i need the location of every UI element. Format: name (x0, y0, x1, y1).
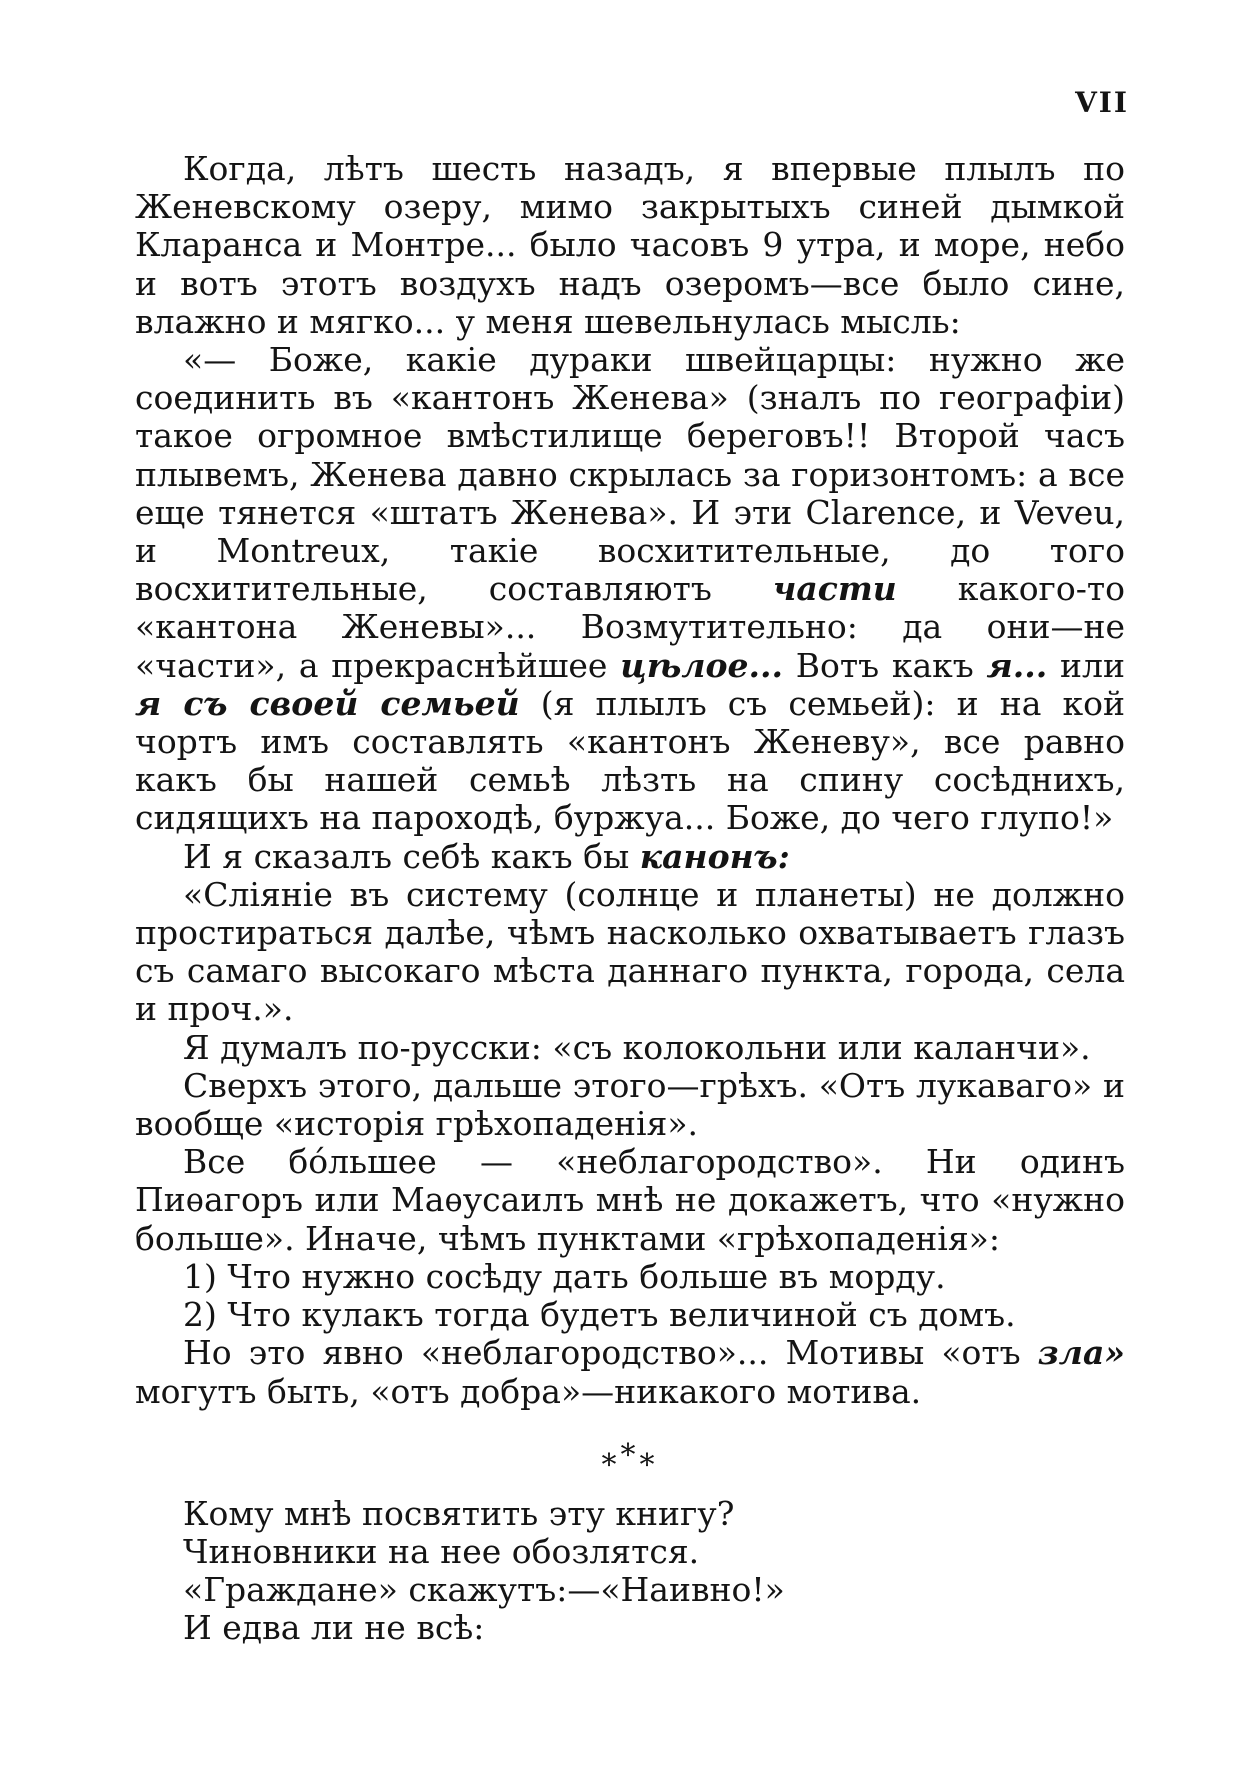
paragraph-canon: И я сказалъ себѣ какъ бы канонъ: (183, 836, 790, 876)
emphasis-kanon: канонъ: (639, 836, 790, 876)
section-separator: *** (601, 1437, 659, 1483)
emphasis-zla: зла» (1037, 1333, 1125, 1373)
verse-line: И едва ли не всѣ: (183, 1608, 485, 1648)
paragraph-ignoble: Все бóльшее — «неблагородство». Ни одинъ Пиѳагоръ или Маѳусаилъ мнѣ не докажетъ, что «нужно больше». Иначе, чѣмъ пунктами «грѣхопаденія»: (135, 1142, 1125, 1258)
verse-line: Кому мнѣ посвятить эту книгу? (183, 1493, 735, 1533)
paragraph-russian: Я думалъ по-русски: «съ колокольни или каланчи». (183, 1027, 1091, 1067)
emphasis-ya: я... (986, 645, 1048, 685)
paragraph-motives: Но это явно «неблагородство»... Мотивы «отъ зла» могутъ быть, «отъ добра»—никакого мотива. (135, 1333, 1125, 1411)
emphasis-chasti: части (772, 569, 897, 609)
emphasis-tseloe: цѣлое... (620, 645, 783, 685)
verse-line: Чиновники на нее обозлятся. (183, 1531, 700, 1571)
page-number: VII (1075, 86, 1129, 119)
verse-line: «Граждане» скажутъ:—«Наивно!» (183, 1570, 785, 1610)
emphasis-family: я съ своей семьей (135, 683, 520, 723)
paragraph-sin: Сверхъ этого, дальше этого—грѣхъ. «Отъ лукаваго» и вообще «исторія грѣхопаденія». (135, 1065, 1125, 1144)
verse-block (135, 1495, 1125, 1648)
paragraph-rule: «Сліяніе въ систему (солнце и планеты) не должно простираться далѣе, чѣмъ насколько охватываетъ глазъ съ самаго высокаго мѣста даннаго пункта, города, села и проч.». (135, 874, 1125, 1029)
body-text (135, 150, 1125, 1648)
paragraph-intro: Когда, лѣтъ шесть назадъ, я впервые плылъ по Женевскому озеру, мимо закрытыхъ синей дымкой Кларанса и Монтре... было часовъ 9 утра, и море, небо и вотъ этотъ воздухъ надъ озеромъ—все было сине, влажно и мягко... у меня шевельнулась мысль: (135, 149, 1125, 341)
paragraph-geneva: «— Боже, какіе дураки швейцарцы: нужно же соединить въ «кантонъ Женева» (зналъ по географіи) такое огромное вмѣстилище береговъ!! Второй часъ плывемъ, Женева давно скрылась за горизонтомъ: а все еще тянется «штатъ Женева». И эти Clarence, и Veveu, и Montreux, такіе восхитительные, до того восхитительные, составляютъ части какого-то «кантона Женевы»... Возмутительно: да они—не «части», а прекраснѣйшее цѣлое... Вотъ какъ я... или я съ своей семьей (я плылъ съ семьей): и на кой чортъ имъ составлять «кантонъ Женеву», все равно какъ бы нашей семьѣ лѣзть на спину сосѣднихъ, сидящихъ на пароходѣ, буржуа... Боже, до чего глупо!» (135, 340, 1125, 838)
list-item-1: 1) Что нужно сосѣду дать больше въ морду. (183, 1256, 946, 1296)
list-item-2: 2) Что кулакъ тогда будетъ величиной съ домъ. (183, 1295, 1016, 1335)
